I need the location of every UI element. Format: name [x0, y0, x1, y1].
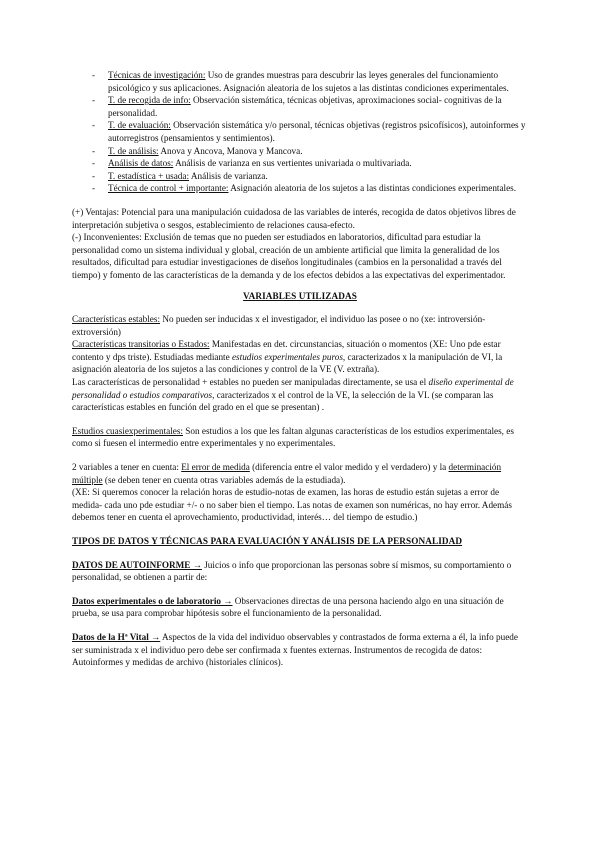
advantages-paragraph: (+) Ventajas: Potencial para una manipulación cuidadosa de las variables de interés, recogida de datos objetivos libres de interpretación subjetiva o sesgos, establecimiento de relaciones causa-efecto. [72, 206, 516, 230]
list-item: - T. de recogida de info: Observación sistemática, técnicas objetivas, aproximaciones social- cognitivas de la personalidad. [92, 95, 502, 118]
stable-personality-paragraph: Las características de personalidad + estables no pueden ser manipuladas directamente, se usa el diseño experimental de personalidad o estudios comparativos, caracterizados x el control de la VE, la selección de la VI. (se comparan las características estables en función del grado en el que se presentan) . [72, 377, 514, 413]
variables-heading: VARIABLES UTILIZADAS [243, 290, 357, 301]
list-item: - T. de evaluación: Observación sistemática y/o personal, técnicas objetivas (registros psicofísicos), autoinformes y autorregistros (pensamientos y sentimientos). [92, 120, 526, 143]
quasi-experimental-paragraph: Estudios cuasiexperimentales: Son estudios a los que les faltan algunas características de los estudios experimentales, es como si fuesen el intermedio entre experimentales y no experimentales. [72, 425, 514, 449]
list-item: - Análisis de datos: Análisis de varianza en sus vertientes univariada o multivariada. [92, 158, 412, 169]
two-variables-paragraph: 2 variables a tener en cuenta: El error de medida (diferencia entre el valor medido y el verdadero) y la determinación múltiple (se deben tener en cuenta otras variables además de la estudiada). [72, 462, 502, 485]
stable-characteristics-paragraph: Características estables: No pueden ser inducidas x el investigador, el individuo las posee o no (xe: introversión-extroversión) [72, 314, 486, 337]
transitory-characteristics-paragraph: Características transitorias o Estados: Manifestadas en det. circunstancias, situación o momentos (XE: Uno pde estar contento y dps triste). Estudiadas mediante estudios experimentales puros, caracterizados x la manipulación de VI, la asignación aleatoria de los sujetos a las condiciones y control de la VE (V. extraña). [72, 339, 503, 375]
list-item: - Técnicas de investigación: Uso de grandes muestras para descubrir las leyes generales del funcionamiento psicológico y sus aplicaciones. Asignación aleatoria de los sujetos a las distintas condiciones experimentales. [92, 70, 509, 93]
example-paragraph: (XE: Si queremos conocer la relación horas de estudio-notas de examen, las horas de estudio están sujetas a error de medida- cada uno pde estudiar +/- o no saber bien el tiempo. Las notas de examen son numéricas, no hay error. Además debemos tener en cuenta el aprovechamiento, productividad, interés… del tiempo de estudio.) [72, 487, 512, 523]
document-body [72, 69, 528, 669]
laboratory-data-paragraph: Datos experimentales o de laboratorio → Observaciones directas de una persona haciendo algo en una situación de prueba, se usa para comprobar hipótesis sobre el funcionamiento de la personalidad. [72, 595, 504, 619]
self-report-paragraph: DATOS DE AUTOINFORME → Juicios o info que proporcionan las personas sobre sí mismos, su comportamiento o personalidad, se obtienen a partir de: [72, 559, 512, 583]
list-item: - Técnica de control + importante: Asignación aleatoria de los sujetos a las distintas condiciones experimentales. [92, 183, 517, 194]
list-item: - T. de análisis: Anova y Ancova, Manova y Mancova. [92, 145, 303, 156]
list-item: - T. estadística + usada: Análisis de varianza. [92, 170, 268, 181]
technique-list [72, 69, 528, 195]
life-history-paragraph: Datos de la Hª Vital → Aspectos de la vida del individuo observables y contrastados de forma externa a él, la info puede ser suministrada x el individuo pero debe ser confirmada x fuentes externas. Instrumentos de recogida de datos: Autoinformes y medidas de archivo (historiales clínicos). [72, 631, 518, 668]
data-types-heading: TIPOS DE DATOS Y TÉCNICAS PARA EVALUACIÓN Y ANÁLISIS DE LA PERSONALIDAD [72, 536, 463, 546]
disadvantages-paragraph: (-) Inconvenientes: Exclusión de temas que no pueden ser estudiados en laboratorios, dificultad para estudiar la personalidad como un sistema individual y global, creación de un ambiente artificial que limita la generalidad de los resultados, dificultad para estudiar investigaciones de diseños longitudinales (cambios en la personalidad a través del tiempo) y fomento de las características de la demanda y de los efectos debidos a las expectativas del experimentador. [72, 232, 506, 280]
